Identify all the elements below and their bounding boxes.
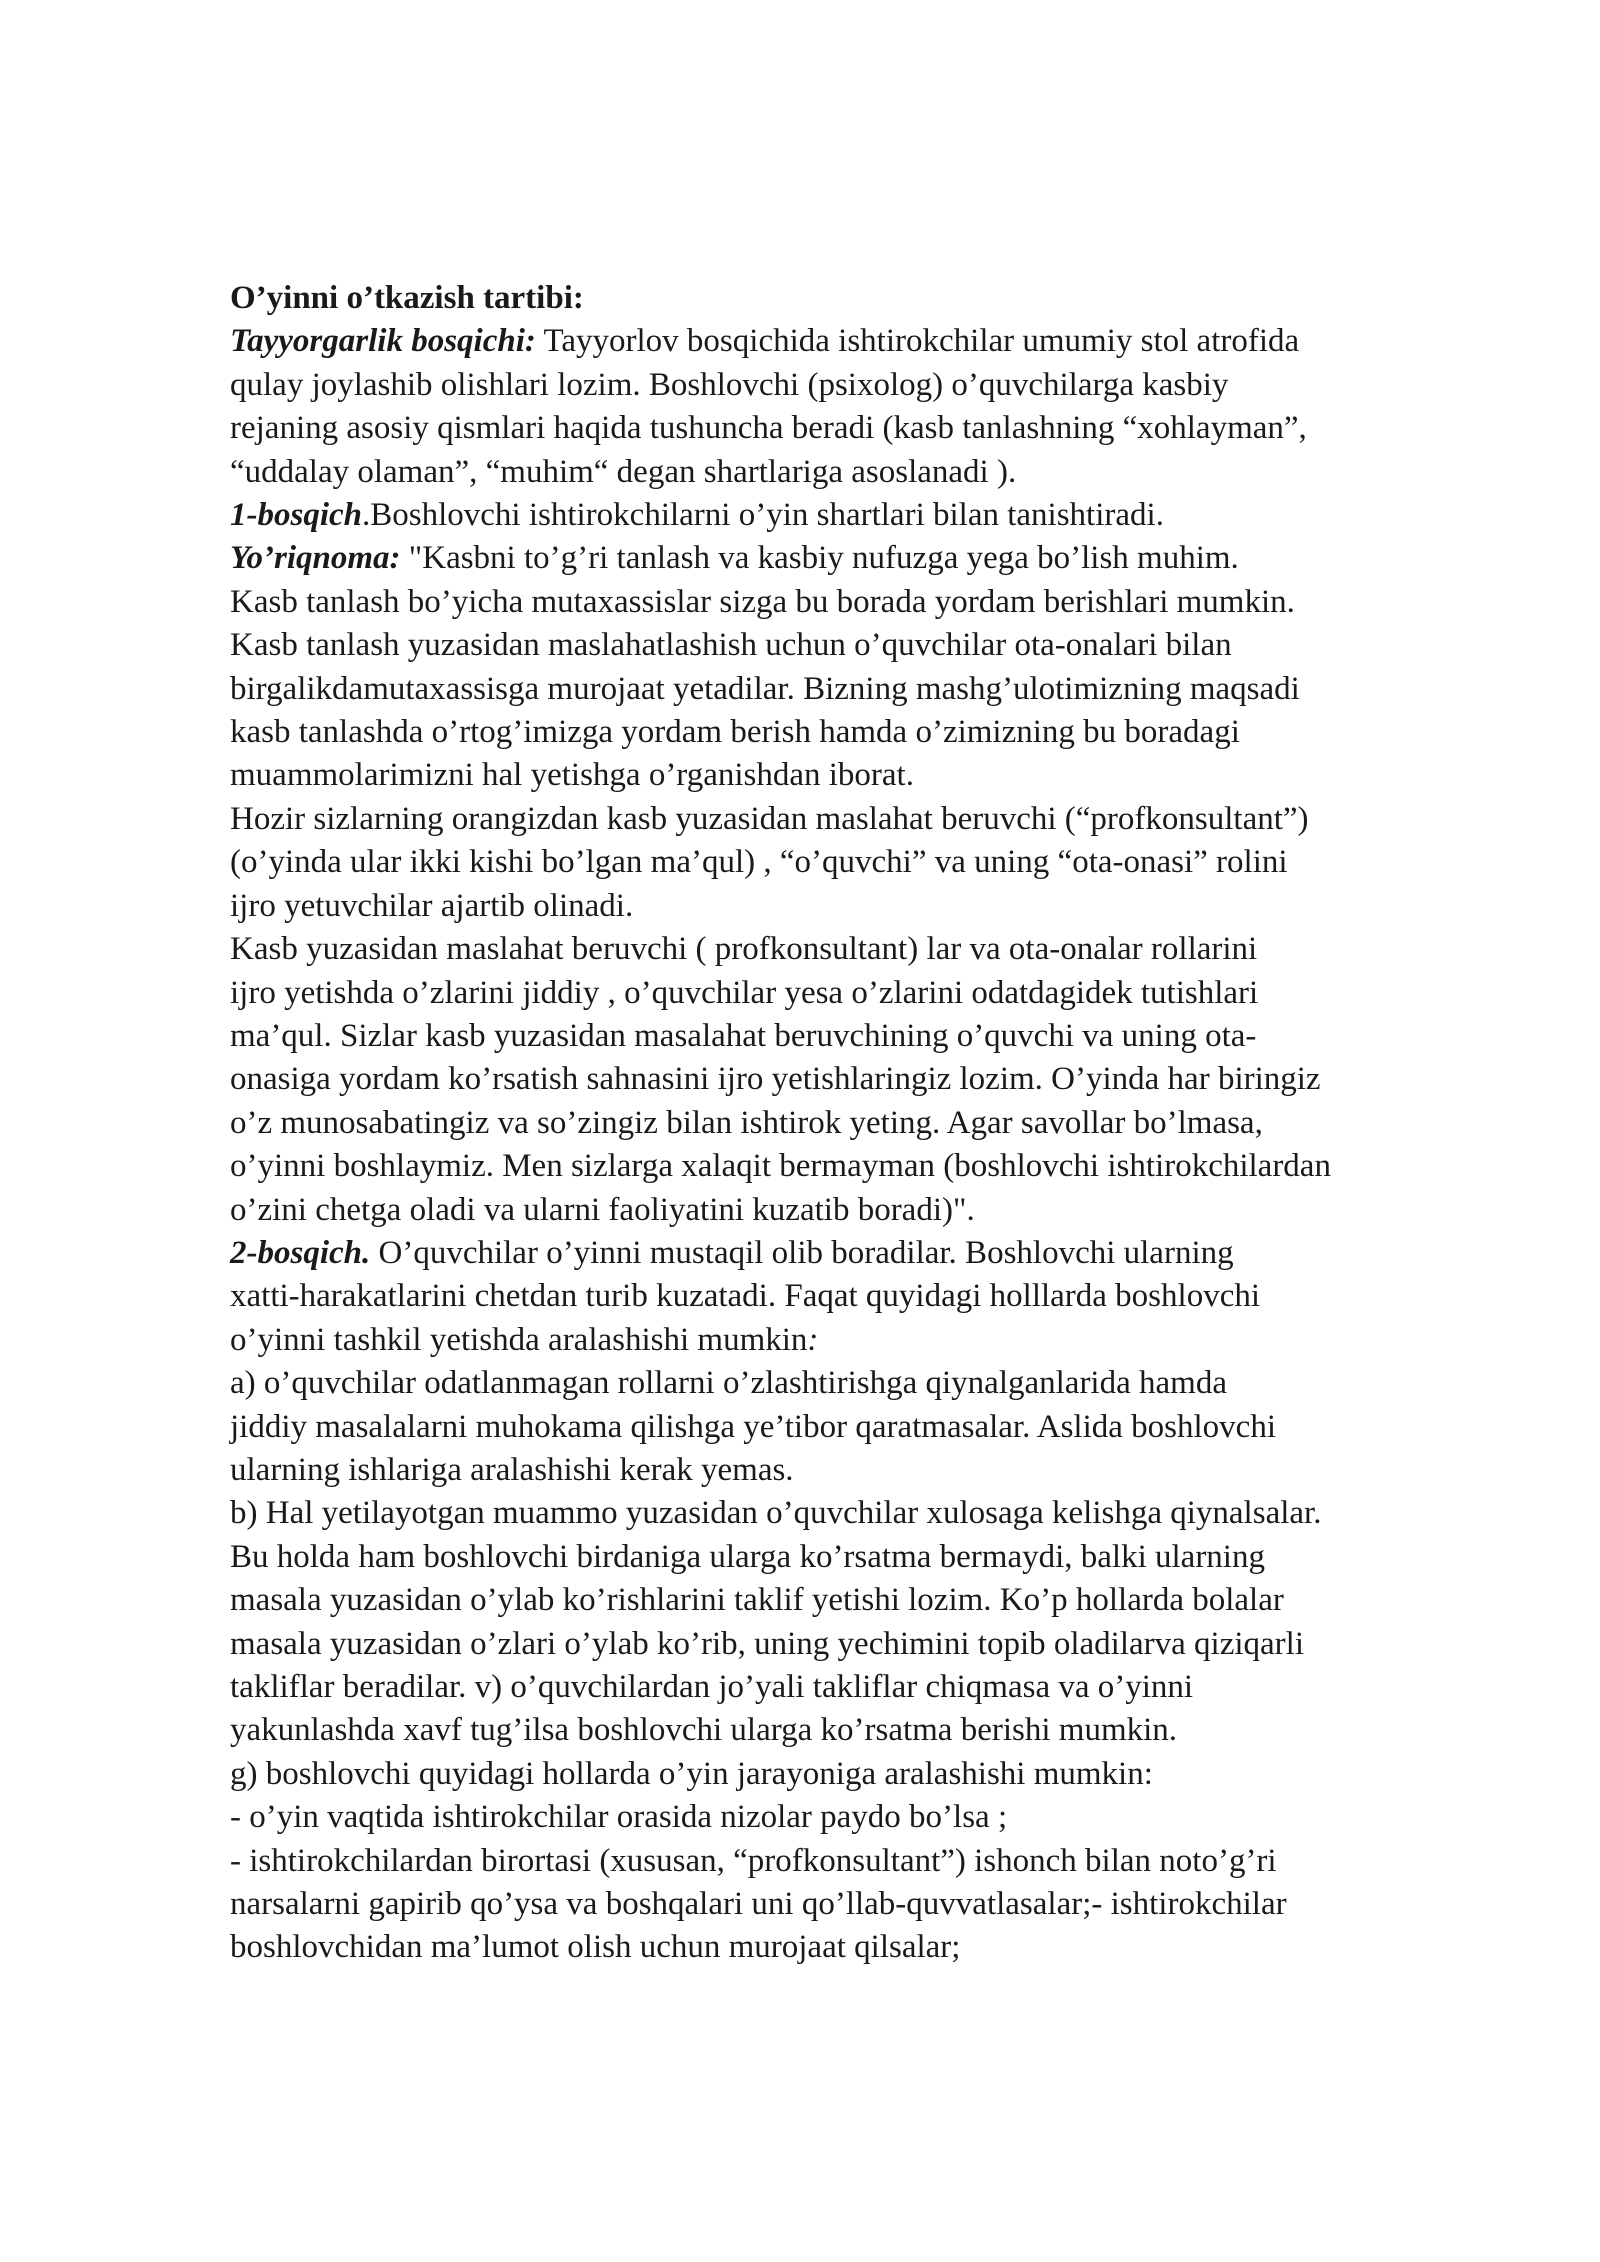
document-heading: O’yinni o’tkazish tartibi: bbox=[230, 280, 584, 316]
paragraph-line: ma’qul. Sizlar kasb yuzasidan masalahat beruvchining o’quvchi va uning ota- bbox=[230, 1017, 1257, 1054]
paragraph-case-b bbox=[230, 1492, 1520, 1752]
paragraph-line: o’yinni tashkil yetishda aralashishi mumkin bbox=[230, 1321, 808, 1358]
paragraph-line: - ishtirokchilardan birortasi (xususan, “profkonsultant”) ishonch bilan noto’g’ri bbox=[230, 1842, 1277, 1879]
stage-1-label: 1-bosqich bbox=[230, 497, 362, 534]
paragraph-line: birgalikdamutaxassisga murojaat yetadilar. Bizning mashg’ulotimizning maqsadi bbox=[230, 670, 1300, 707]
paragraph-stage-1 bbox=[230, 494, 1520, 537]
stage-2-label: 2-bosqich. bbox=[230, 1234, 371, 1271]
paragraph-line: g) boshlovchi quyidagi hollarda o’yin jarayoniga aralashishi mumkin: bbox=[230, 1755, 1153, 1792]
paragraph-line: .Boshlovchi ishtirokchilarni o’yin shartlari bilan tanishtiradi. bbox=[362, 497, 1164, 534]
paragraph-line: jiddiy masalalarni muhokama qilishga ye’tibor qaratmasalar. Aslida boshlovchi bbox=[230, 1408, 1276, 1445]
paragraph-line: a) o’quvchilar odatlanmagan rollarni o’zlashtirishga qiynalganlarida hamda bbox=[230, 1365, 1227, 1402]
paragraph-line: - o’yin vaqtida ishtirokchilar orasida nizolar paydo bo’lsa ; bbox=[230, 1799, 1008, 1836]
paragraph-instruction bbox=[230, 537, 1520, 797]
paragraph-line: muammolarimizni hal yetishga o’rganishdan iborat. bbox=[230, 757, 914, 794]
paragraph-stage-2 bbox=[230, 1232, 1520, 1362]
paragraph-line: narsalarni gapirib qo’ysa va boshqalari uni qo’llab-quvvatlasalar;- ishtirokchilar bbox=[230, 1886, 1287, 1923]
instruction-label: Yo’riqnoma: bbox=[230, 540, 401, 577]
paragraph-line: ijro yetuvchilar ajartib olinadi. bbox=[230, 887, 634, 924]
paragraph-line: ularning ishlariga aralashishi kerak yemas. bbox=[230, 1451, 794, 1488]
paragraph-line: masala yuzasidan o’ylab ko’rishlarini taklif yetishi lozim. Ko’p hollarda bolalar bbox=[230, 1582, 1284, 1619]
paragraph-case-g bbox=[230, 1753, 1520, 1970]
paragraph-line: onasiga yordam ko’rsatish sahnasini ijro yetishlaringiz lozim. O’yinda har biringiz bbox=[230, 1061, 1321, 1098]
paragraph-line: o’z munosabatingiz va so’zingiz bilan ishtirok yeting. Agar savollar bo’lmasa, bbox=[230, 1104, 1263, 1141]
paragraph-line: Kasb yuzasidan maslahat beruvchi ( profkonsultant) lar va ota-onalar rollarini bbox=[230, 931, 1258, 968]
paragraph-line: boshlovchidan ma’lumot olish uchun murojaat qilsalar; bbox=[230, 1929, 961, 1966]
paragraph-line: Kasb tanlash bo’yicha mutaxassislar sizga bu borada yordam berishlari mumkin. bbox=[230, 583, 1295, 620]
paragraph-line: rejaning asosiy qismlari haqida tushuncha beradi (kasb tanlashning “xohlayman”, bbox=[230, 410, 1307, 447]
italic-colon: : bbox=[807, 1321, 819, 1358]
paragraph-line: qulay joylashib olishlari lozim. Boshlovchi (psixolog) o’quvchilarga kasbiy bbox=[230, 366, 1229, 403]
paragraph-line: Hozir sizlarning orangizdan kasb yuzasidan maslahat beruvchi (“profkonsultant”) bbox=[230, 800, 1309, 837]
paragraph-line: takliflar beradilar. v) o’quvchilardan jo’yali takliflar chiqmasa va o’yinni bbox=[230, 1669, 1194, 1705]
preparation-stage-label: Tayyorgarlik bosqichi: bbox=[230, 323, 536, 360]
paragraph-case-a bbox=[230, 1362, 1520, 1492]
paragraph-roles bbox=[230, 798, 1520, 928]
paragraph-line: Bu holda ham boshlovchi birdaniga ularga ko’rsatma bermaydi, balki ularning bbox=[230, 1538, 1265, 1575]
paragraph-line: Kasb tanlash yuzasidan maslahatlashish uchun o’quvchilar ota-onalari bilan bbox=[230, 627, 1232, 664]
paragraph-line: yakunlashda xavf tug’ilsa boshlovchi ularga ko’rsatma berishi mumkin. bbox=[230, 1712, 1178, 1749]
paragraph-line: o’zini chetga oladi va ularni faoliyatini kuzatib boradi)". bbox=[230, 1191, 975, 1228]
document-body bbox=[230, 277, 1520, 1970]
paragraph-line: (o’yinda ular ikki kishi bo’lgan ma’qul) , “o’quvchi” va uning “ota-onasi” rolini bbox=[230, 844, 1288, 881]
paragraph-line: xatti-harakatlarini chetdan turib kuzatadi. Faqat quyidagi holllarda boshlovchi bbox=[230, 1278, 1261, 1315]
paragraph-line: b) Hal yetilayotgan muammo yuzasidan o’quvchilar xulosaga kelishga qiynalsalar. bbox=[230, 1495, 1322, 1532]
paragraph-preparation-stage bbox=[230, 320, 1520, 494]
paragraph-line: O’quvchilar o’yinni mustaqil olib boradilar. Boshlovchi ularning bbox=[370, 1234, 1234, 1271]
paragraph-line: ijro yetishda o’zlarini jiddiy , o’quvchilar yesa o’zlarini odatdagidek tutishlari bbox=[230, 974, 1259, 1011]
paragraph-line: "Kasbni to’g’ri tanlash va kasbiy nufuzga yega bo’lish muhim. bbox=[400, 540, 1239, 577]
paragraph-line: o’yinni boshlaymiz. Men sizlarga xalaqit bermayman (boshlovchi ishtirokchilardan bbox=[230, 1148, 1331, 1185]
paragraph-line: masala yuzasidan o’zlari o’ylab ko’rib, uning yechimini topib oladilarva qiziqarli bbox=[230, 1625, 1304, 1662]
paragraph-line: kasb tanlashda o’rtog’imizga yordam berish hamda o’zimizning bu boradagi bbox=[230, 714, 1240, 751]
paragraph-role-conduct bbox=[230, 928, 1520, 1232]
paragraph-line: Tayyorlov bosqichida ishtirokchilar umumiy stol atrofida bbox=[535, 323, 1300, 360]
paragraph-line: “uddalay olaman”, “muhim“ degan shartlariga asoslanadi ). bbox=[230, 453, 1017, 490]
